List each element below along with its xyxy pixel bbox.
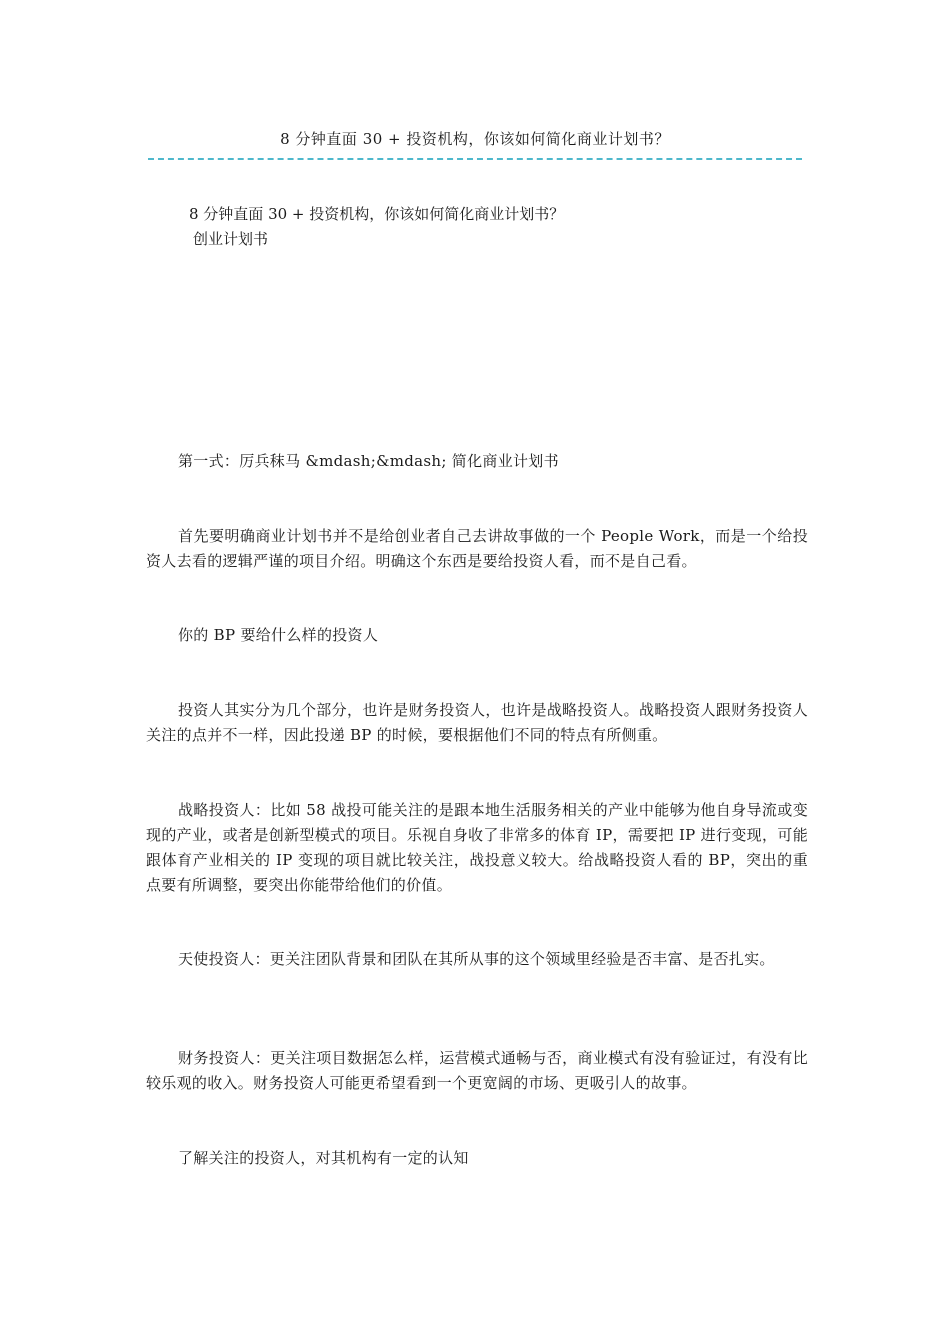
paragraph-angel-investor: 天使投资人：更关注团队背景和团队在其所从事的这个领域里经验是否丰富、是否扎实。 [178, 950, 775, 968]
article-title: 8 分钟直面 30 + 投资机构，你该如何简化商业计划书？ [189, 205, 565, 223]
paragraph-1: 首先要明确商业计划书并不是给创业者自己去讲故事做的一个 People Work，而是一个给投资人去看的逻辑严谨的项目介绍。明确这个东西是要给投资人看，而不是自己看。 [146, 527, 808, 570]
article-category: 创业计划书 [193, 230, 269, 248]
page-header-title: 8 分钟直面 30 + 投资机构，你该如何简化商业计划书？ [280, 130, 670, 148]
section-heading-3: 了解关注的投资人，对其机构有一定的认知 [178, 1149, 469, 1167]
section-heading-2: 你的 BP 要给什么样的投资人 [178, 626, 379, 644]
paragraph-2: 投资人其实分为几个部分，也许是财务投资人，也许是战略投资人。战略投资人跟财务投资人关注的点并不一样，因此投递 BP 的时候，要根据他们不同的特点有所侧重。 [146, 701, 808, 744]
paragraph-financial-investor: 财务投资人：更关注项目数据怎么样，运营模式通畅与否，商业模式有没有验证过，有没有比较乐观的收入。财务投资人可能更希望看到一个更宽阔的市场、更吸引人的故事。 [146, 1049, 808, 1092]
header-divider [148, 158, 802, 160]
paragraph-strategic-investor: 战略投资人：比如 58 战投可能关注的是跟本地生活服务相关的产业中能够为他自身导流或变现的产业，或者是创新型模式的项目。乐视自身收了非常多的体育 IP，需要把 IP 进行变现，可能跟体育产业相关的 IP 变现的项目就比较关注，战投意义较大。给战略投资人看的 BP，突出的重点要有所调整，要突出你能带给他们的价值。 [146, 801, 808, 894]
section-heading-1: 第一式：厉兵秣马 &mdash;&mdash; 简化商业计划书 [178, 452, 559, 470]
